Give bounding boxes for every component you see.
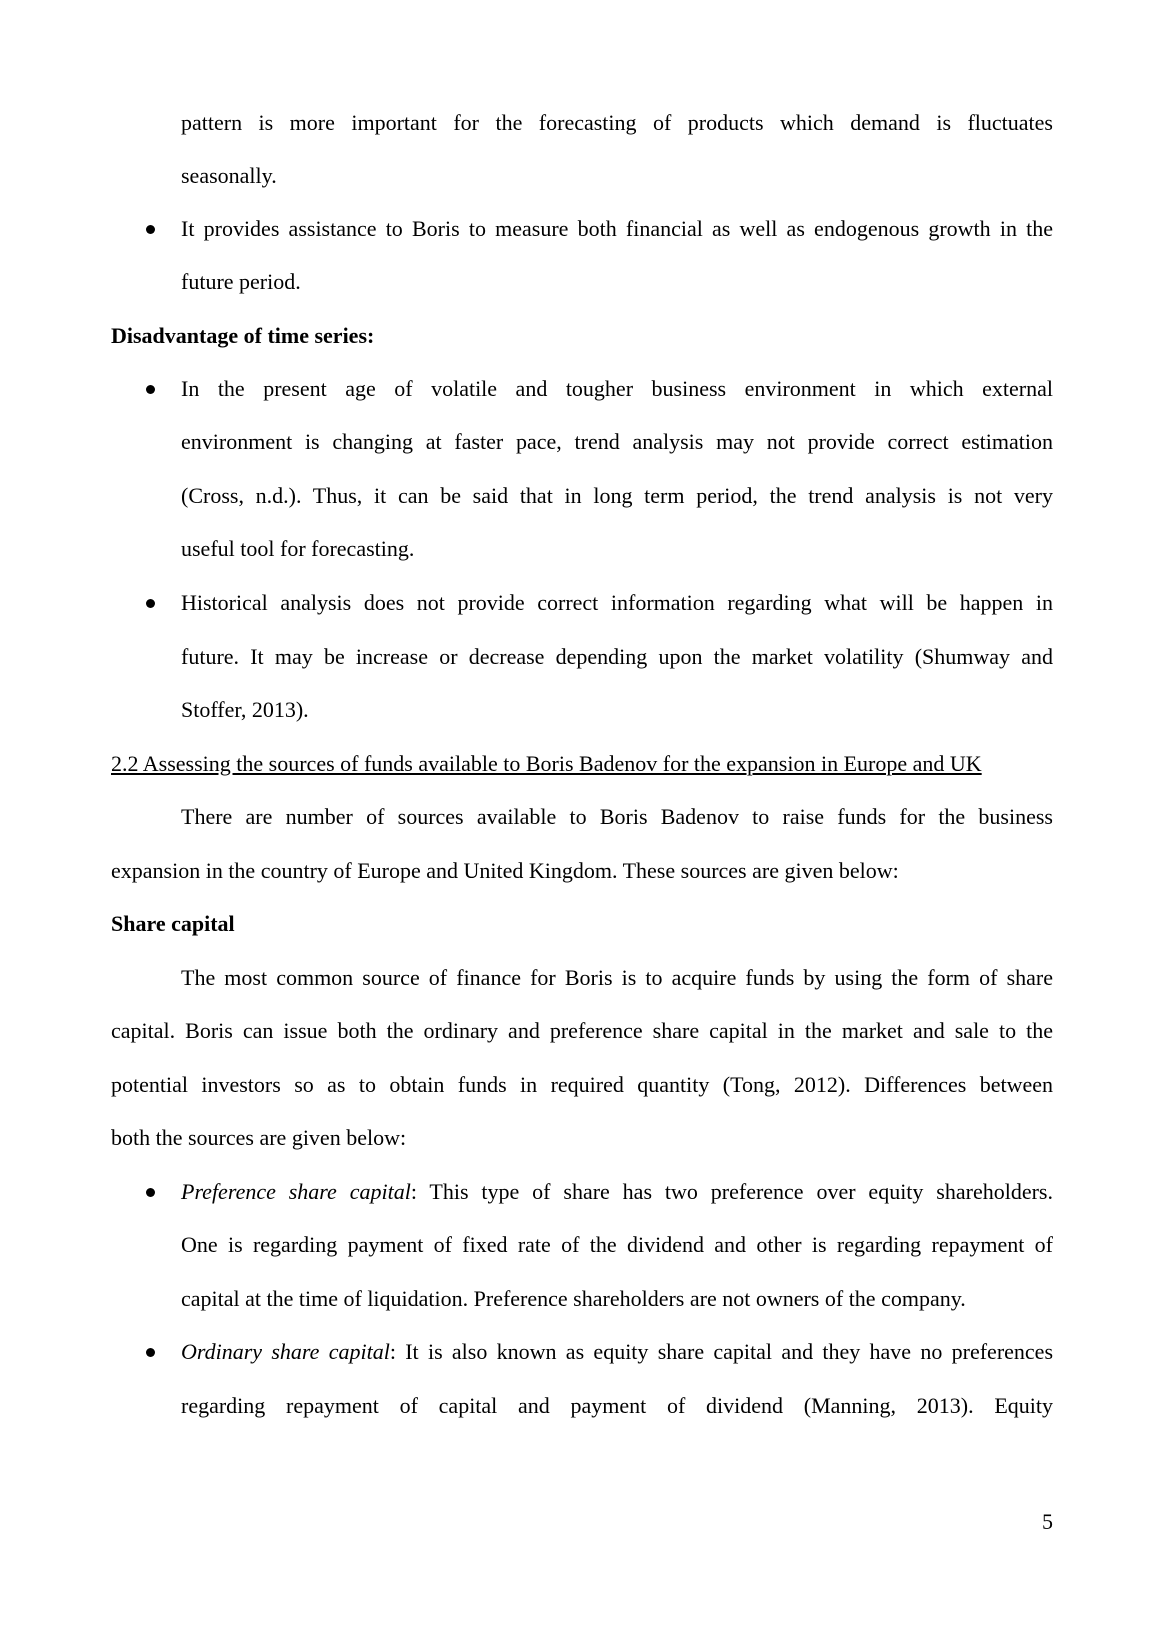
text-line: In the present age of volatile and tougher business environment in which external: [181, 376, 1053, 401]
text-line: potential investors so as to obtain funds in required quantity (Tong, 2012). Differences between: [111, 1072, 1053, 1097]
text-line: [181, 1178, 1053, 1206]
text-line: capital. Boris can issue both the ordinary and preference share capital in the market and sale to the: [111, 1018, 1053, 1043]
text-line: [181, 1338, 1053, 1366]
text-line: (Cross, n.d.). Thus, it can be said that in long term period, the trend analysis is not very: [181, 483, 1053, 508]
text-line: future period.: [181, 269, 301, 294]
text-line: Historical analysis does not provide correct information regarding what will be happen in: [181, 590, 1053, 615]
text-line: pattern is more important for the forecasting of products which demand is fluctuates: [181, 110, 1053, 135]
term-description: : It is also known as equity share capital and they have no preferences: [389, 1339, 1054, 1364]
text-line: It provides assistance to Boris to measure both financial as well as endogenous growth in the: [181, 216, 1053, 241]
text-line: The most common source of finance for Boris is to acquire funds by using the form of share: [181, 965, 1053, 990]
text-line: capital at the time of liquidation. Preference shareholders are not owners of the company.: [181, 1286, 966, 1311]
section-heading: Share capital: [111, 911, 235, 936]
bullet-icon: [146, 599, 155, 608]
text-line: seasonally.: [181, 163, 277, 188]
text-line: regarding repayment of capital and payment of dividend (Manning, 2013). Equity: [181, 1393, 1053, 1418]
text-line: There are number of sources available to Boris Badenov to raise funds for the business: [181, 804, 1053, 829]
text-line: environment is changing at faster pace, trend analysis may not provide correct estimation: [181, 429, 1053, 454]
term-label: Preference share capital: [181, 1179, 411, 1204]
term-label: Ordinary share capital: [181, 1339, 390, 1364]
text-line: Stoffer, 2013).: [181, 697, 309, 722]
text-line: both the sources are given below:: [111, 1125, 407, 1150]
section-heading: Disadvantage of time series:: [111, 323, 375, 348]
page-number: 5: [1042, 1509, 1053, 1534]
section-heading: 2.2 Assessing the sources of funds available to Boris Badenov for the expansion in Europe and UK: [111, 751, 982, 776]
bullet-icon: [146, 1348, 155, 1357]
bullet-icon: [146, 385, 155, 394]
text-line: future. It may be increase or decrease depending upon the market volatility (Shumway and: [181, 644, 1053, 669]
term-description: : This type of share has two preference over equity shareholders.: [410, 1179, 1053, 1204]
bullet-icon: [146, 225, 155, 234]
text-line: One is regarding payment of fixed rate of the dividend and other is regarding repayment of: [181, 1232, 1053, 1257]
text-line: useful tool for forecasting.: [181, 536, 415, 561]
bullet-icon: [146, 1188, 155, 1197]
text-line: expansion in the country of Europe and United Kingdom. These sources are given below:: [111, 858, 899, 883]
